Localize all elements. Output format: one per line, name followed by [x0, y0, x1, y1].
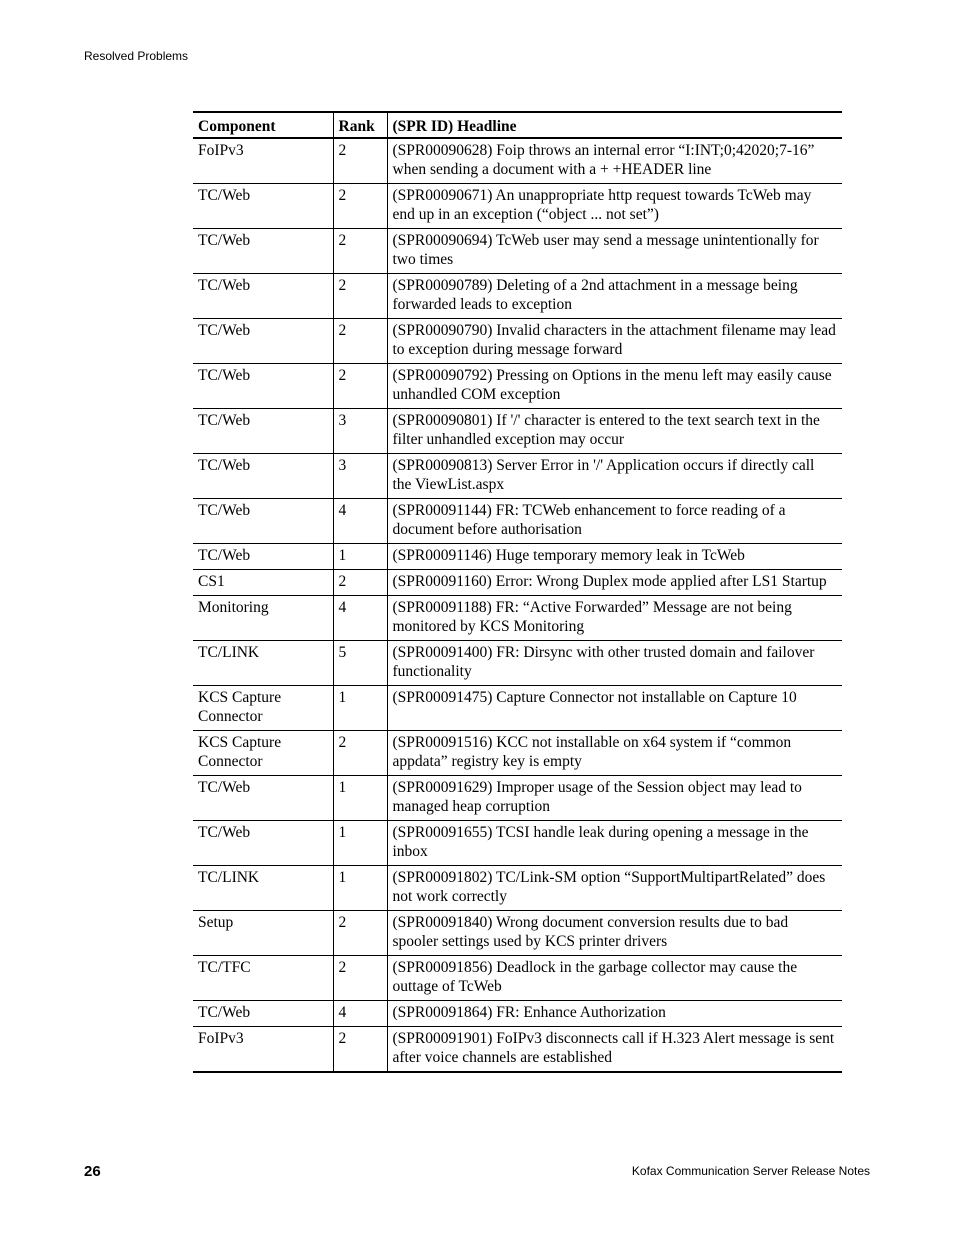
table-row: [193, 641, 842, 686]
component-cell: TC/Web: [193, 821, 333, 866]
table-row: [193, 596, 842, 641]
component-cell: TC/Web: [193, 274, 333, 319]
component-cell: TC/LINK: [193, 641, 333, 686]
headline-cell: (SPR00090694) TcWeb user may send a message unintentionally for two times: [387, 229, 842, 274]
headline-cell: (SPR00090628) Foip throws an internal error “I:INT;0;42020;7-16” when sending a document with a + +HEADER line: [387, 138, 842, 184]
rank-cell: 2: [333, 570, 387, 596]
component-cell: TC/Web: [193, 409, 333, 454]
component-cell: FoIPv3: [193, 1027, 333, 1073]
rank-cell: 1: [333, 776, 387, 821]
running-footer: Kofax Communication Server Release Notes: [631, 1164, 870, 1178]
headline-cell: (SPR00091901) FoIPv3 disconnects call if H.323 Alert message is sent after voice channels are established: [387, 1027, 842, 1073]
rank-cell: 1: [333, 866, 387, 911]
headline-cell: (SPR00091144) FR: TCWeb enhancement to force reading of a document before authorisation: [387, 499, 842, 544]
rank-cell: 3: [333, 409, 387, 454]
component-cell: TC/Web: [193, 776, 333, 821]
table-row: [193, 138, 842, 184]
rank-cell: 1: [333, 686, 387, 731]
component-cell: TC/Web: [193, 229, 333, 274]
table-row: [193, 570, 842, 596]
component-cell: TC/Web: [193, 319, 333, 364]
headline-cell: (SPR00090671) An unappropriate http request towards TcWeb may end up in an exception (“object ... not set”): [387, 184, 842, 229]
table-row: [193, 1027, 842, 1073]
rank-cell: 2: [333, 184, 387, 229]
table-row: [193, 686, 842, 731]
headline-cell: (SPR00090790) Invalid characters in the attachment filename may lead to exception during message forward: [387, 319, 842, 364]
column-header-component: Component: [193, 112, 333, 138]
headline-cell: (SPR00091629) Improper usage of the Session object may lead to managed heap corruption: [387, 776, 842, 821]
component-cell: TC/Web: [193, 1001, 333, 1027]
table-row: [193, 319, 842, 364]
table-row: [193, 229, 842, 274]
headline-cell: (SPR00091400) FR: Dirsync with other trusted domain and failover functionality: [387, 641, 842, 686]
table-row: [193, 184, 842, 229]
rank-cell: 2: [333, 364, 387, 409]
headline-cell: (SPR00091516) KCC not installable on x64 system if “common appdata” registry key is empty: [387, 731, 842, 776]
component-cell: TC/Web: [193, 364, 333, 409]
rank-cell: 2: [333, 731, 387, 776]
running-header: Resolved Problems: [84, 49, 189, 63]
component-cell: TC/LINK: [193, 866, 333, 911]
component-cell: Monitoring: [193, 596, 333, 641]
rank-cell: 1: [333, 544, 387, 570]
headline-cell: (SPR00090792) Pressing on Options in the menu left may easily cause unhandled COM exception: [387, 364, 842, 409]
table-row: [193, 866, 842, 911]
headline-cell: (SPR00091146) Huge temporary memory leak in TcWeb: [387, 544, 842, 570]
headline-cell: (SPR00091802) TC/Link-SM option “SupportMultipartRelated” does not work correctly: [387, 866, 842, 911]
column-header-rank: Rank: [333, 112, 387, 138]
component-cell: TC/Web: [193, 499, 333, 544]
table-row: [193, 499, 842, 544]
page-number: 26: [84, 1163, 101, 1180]
rank-cell: 4: [333, 499, 387, 544]
headline-cell: (SPR00091840) Wrong document conversion results due to bad spooler settings used by KCS printer drivers: [387, 911, 842, 956]
rank-cell: 4: [333, 596, 387, 641]
rank-cell: 2: [333, 229, 387, 274]
component-cell: TC/Web: [193, 544, 333, 570]
table-header-row: [193, 112, 842, 138]
component-cell: TC/TFC: [193, 956, 333, 1001]
rank-cell: 2: [333, 911, 387, 956]
table-row: [193, 776, 842, 821]
table-row: [193, 274, 842, 319]
headline-cell: (SPR00091188) FR: “Active Forwarded” Message are not being monitored by KCS Monitoring: [387, 596, 842, 641]
table-row: [193, 544, 842, 570]
table-row: [193, 911, 842, 956]
rank-cell: 2: [333, 319, 387, 364]
component-cell: CS1: [193, 570, 333, 596]
rank-cell: 2: [333, 1027, 387, 1073]
component-cell: TC/Web: [193, 454, 333, 499]
component-cell: TC/Web: [193, 184, 333, 229]
column-header-headline: (SPR ID) Headline: [387, 112, 842, 138]
headline-cell: (SPR00091856) Deadlock in the garbage collector may cause the outtage of TcWeb: [387, 956, 842, 1001]
headline-cell: (SPR00090813) Server Error in '/' Application occurs if directly call the ViewList.aspx: [387, 454, 842, 499]
table-row: [193, 731, 842, 776]
table-row: [193, 454, 842, 499]
component-cell: Setup: [193, 911, 333, 956]
rank-cell: 2: [333, 138, 387, 184]
headline-cell: (SPR00091655) TCSI handle leak during opening a message in the inbox: [387, 821, 842, 866]
rank-cell: 1: [333, 821, 387, 866]
table-row: [193, 364, 842, 409]
rank-cell: 2: [333, 274, 387, 319]
headline-cell: (SPR00091160) Error: Wrong Duplex mode applied after LS1 Startup: [387, 570, 842, 596]
component-cell: FoIPv3: [198, 142, 244, 159]
rank-cell: 3: [333, 454, 387, 499]
table-row: [193, 409, 842, 454]
headline-cell: (SPR00091475) Capture Connector not installable on Capture 10: [387, 686, 842, 731]
headline-cell: (SPR00090801) If '/' character is entered to the text search text in the filter unhandled exception may occur: [387, 409, 842, 454]
table-row: [193, 956, 842, 1001]
resolved-problems-table: [193, 111, 842, 1073]
table-row: [193, 821, 842, 866]
component-cell: KCS Capture Connector: [193, 686, 333, 731]
rank-cell: 4: [333, 1001, 387, 1027]
rank-cell: 2: [333, 956, 387, 1001]
resolved-problems-table-container: [193, 111, 842, 1073]
headline-cell: (SPR00090789) Deleting of a 2nd attachment in a message being forwarded leads to exception: [387, 274, 842, 319]
component-cell: KCS Capture Connector: [193, 731, 333, 776]
headline-cell: (SPR00091864) FR: Enhance Authorization: [387, 1001, 842, 1027]
table-row: [193, 1001, 842, 1027]
rank-cell: 5: [333, 641, 387, 686]
table-body: [193, 138, 842, 1072]
